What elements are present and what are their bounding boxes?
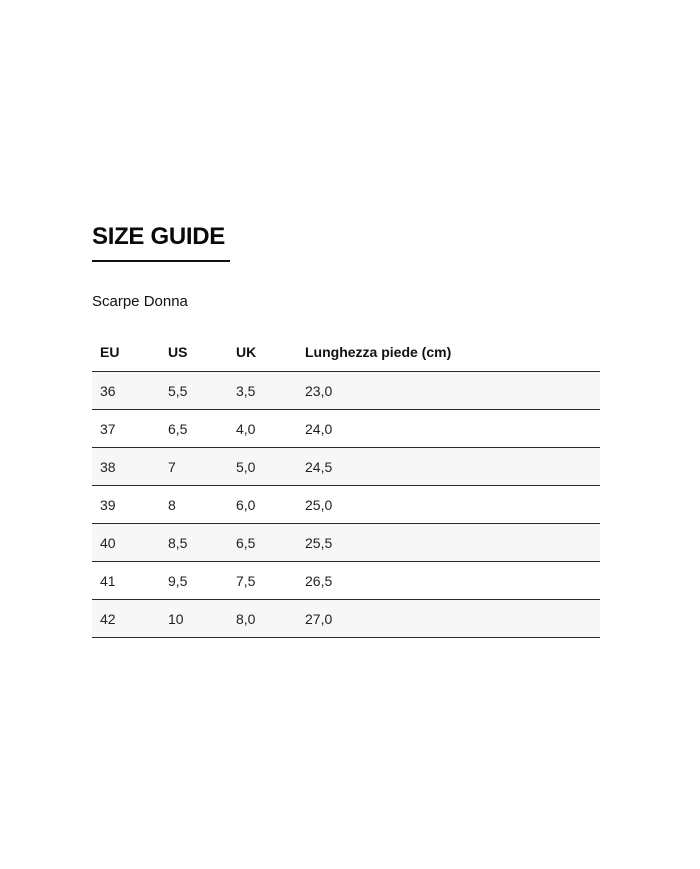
cell-us: 8 bbox=[168, 486, 236, 524]
header-foot-length: Lunghezza piede (cm) bbox=[305, 344, 452, 360]
cell-uk: 5,0 bbox=[236, 448, 305, 486]
table-row bbox=[92, 448, 600, 486]
cell-foot-length: 24,0 bbox=[305, 410, 600, 448]
cell-foot-length: 27,0 bbox=[305, 600, 600, 638]
cell-uk: 6,0 bbox=[236, 486, 305, 524]
header-eu: EU bbox=[100, 344, 120, 360]
table-row bbox=[92, 562, 600, 600]
cell-eu: 36 bbox=[92, 372, 168, 410]
cell-us: 7 bbox=[168, 448, 236, 486]
cell-eu: 38 bbox=[92, 448, 168, 486]
size-table-body bbox=[92, 372, 600, 638]
size-table-header bbox=[92, 333, 600, 372]
cell-eu: 40 bbox=[92, 524, 168, 562]
cell-us: 10 bbox=[168, 600, 236, 638]
cell-foot-length: 25,5 bbox=[305, 524, 600, 562]
title-underline bbox=[92, 260, 230, 262]
table-row bbox=[92, 486, 600, 524]
cell-us: 8,5 bbox=[168, 524, 236, 562]
cell-eu: 37 bbox=[92, 410, 168, 448]
cell-foot-length: 24,5 bbox=[305, 448, 600, 486]
cell-uk: 3,5 bbox=[236, 372, 305, 410]
cell-uk: 7,5 bbox=[236, 562, 305, 600]
cell-uk: 4,0 bbox=[236, 410, 305, 448]
cell-eu: 41 bbox=[92, 562, 168, 600]
cell-eu: 39 bbox=[92, 486, 168, 524]
table-row bbox=[92, 410, 600, 448]
header-row bbox=[92, 333, 600, 372]
cell-uk: 6,5 bbox=[236, 524, 305, 562]
cell-us: 9,5 bbox=[168, 562, 236, 600]
cell-us: 6,5 bbox=[168, 410, 236, 448]
cell-us: 5,5 bbox=[168, 372, 236, 410]
cell-foot-length: 23,0 bbox=[305, 372, 600, 410]
page-title: SIZE GUIDE bbox=[92, 223, 226, 250]
cell-foot-length: 26,5 bbox=[305, 562, 600, 600]
cell-uk: 8,0 bbox=[236, 600, 305, 638]
header-uk: UK bbox=[236, 344, 257, 360]
table-row bbox=[92, 372, 600, 410]
cell-foot-length: 25,0 bbox=[305, 486, 600, 524]
table-row bbox=[92, 524, 600, 562]
page-subtitle: Scarpe Donna bbox=[92, 293, 188, 310]
table-row bbox=[92, 600, 600, 638]
header-us: US bbox=[168, 344, 188, 360]
size-table bbox=[92, 333, 600, 638]
cell-eu: 42 bbox=[92, 600, 168, 638]
